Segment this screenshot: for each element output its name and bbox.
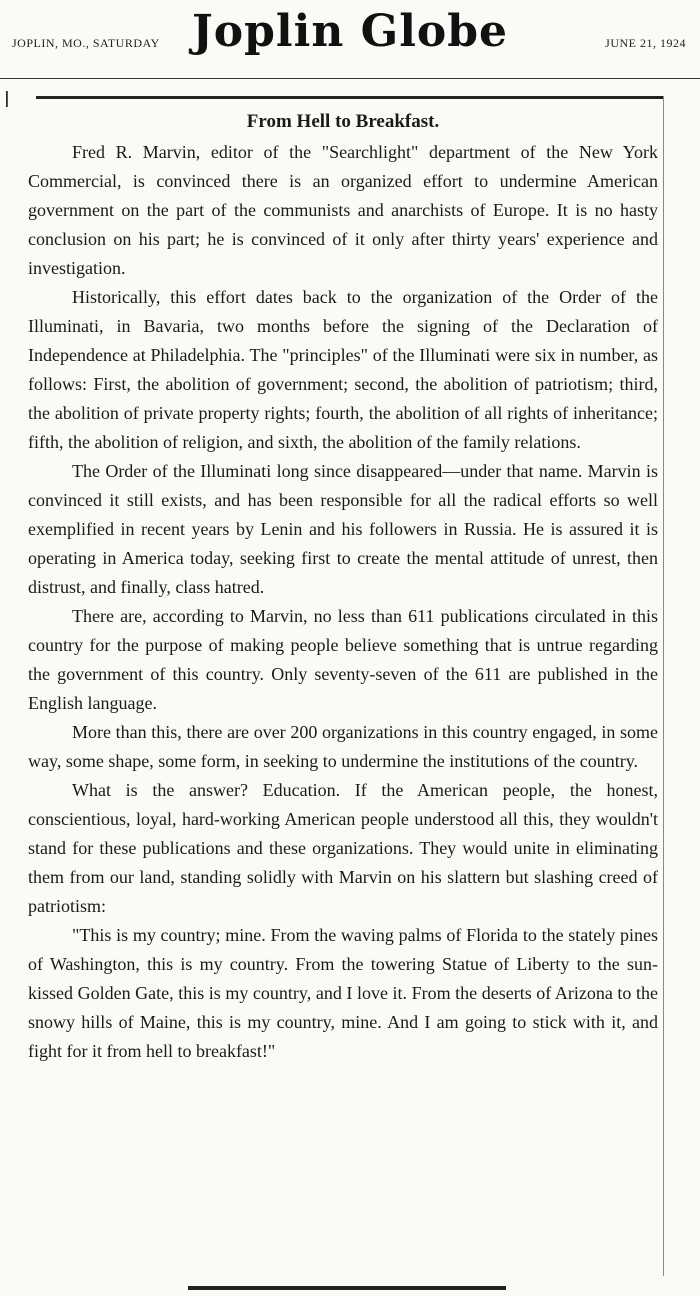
paragraph-1: Fred R. Marvin, editor of the "Searchlight" department of the New York Commercial, is convinced there is an organized effort to undermine American government on the part of the communists and anarchists of Europe. It is no hasty conclusion on his part; he is convinced of it only after thirty years' experience and investigation. — [28, 142, 658, 278]
paragraph-4: There are, according to Marvin, no less than 611 publications circulated in this country for the purpose of making people believe something that is untrue regarding the government of this country. Only seventy-seven of the 611 are published in the English language. — [28, 606, 658, 713]
article — [28, 108, 658, 1066]
column-top-rule — [36, 96, 664, 99]
masthead — [0, 0, 700, 80]
newspaper-title: Joplin Globe — [191, 6, 509, 57]
article-title: From Hell to Breakfast. — [246, 111, 440, 132]
masthead-rule — [0, 78, 700, 79]
masthead-date: JUNE 21, 1924 — [605, 36, 686, 50]
paragraph-7: "This is my country; mine. From the waving palms of Florida to the stately pines of Washington, this is my country. From the towering Statue of Liberty to the sun-kissed Golden Gate, this is my country, and I love it. From the deserts of Arizona to the snowy hills of Maine, this is my country, mine. And I am going to stick with it, and fight for it from hell to breakfast!" — [28, 925, 658, 1061]
margin-mark: | — [4, 88, 10, 107]
masthead-dateline: JOPLIN, MO., SATURDAY — [12, 36, 160, 50]
paragraph-3: The Order of the Illuminati long since disappeared—under that name. Marvin is convinced it still exists, and has been responsible for all the radical efforts so well exemplified in recent years by Lenin and his followers in Russia. He is assured it is operating in America today, seeking first to create the mental attitude of unrest, then distrust, and finally, class hatred. — [28, 461, 658, 597]
paragraph-6: What is the answer? Education. If the American people, the honest, conscientious, loyal, hard-working American people understood all this, they wouldn't stand for these publications and these organizations. They would unite in eliminating them from our land, standing solidly with Marvin on his slattern but slashing creed of patriotism: — [28, 780, 658, 916]
bottom-rule — [188, 1286, 506, 1290]
paragraph-5: More than this, there are over 200 organizations in this country engaged, in some way, some shape, some form, in seeking to undermine the institutions of the country. — [28, 722, 658, 771]
column-border — [663, 96, 664, 1276]
paragraph-2: Historically, this effort dates back to the organization of the Order of the Illuminati, in Bavaria, two months before the signing of the Declaration of Independence at Philadelphia. The "principles" of the Illuminati were six in number, as follows: First, the abolition of government; second, the abolition of patriotism; third, the abolition of private property rights; fourth, the abolition of all rights of inheritance; fifth, the abolition of religion, and sixth, the abolition of the family relations. — [28, 287, 658, 452]
